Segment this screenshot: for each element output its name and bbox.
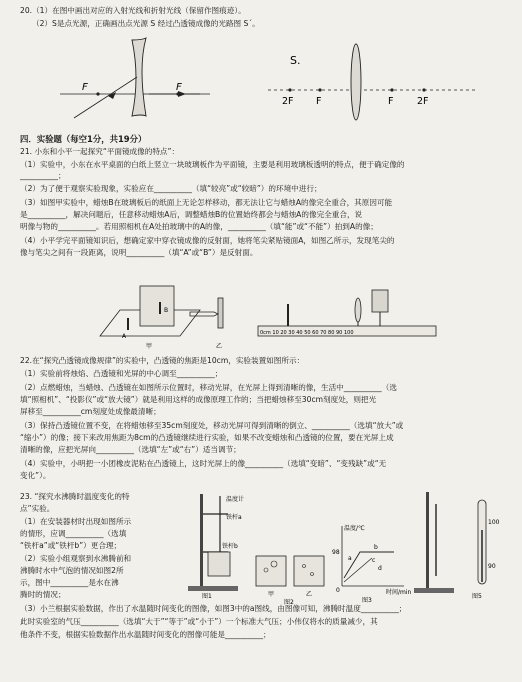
q21-p3b: 是__________，解决问题后，任意移动蜡烛A后，调整蜡烛B的位置始终都会与蜡烛A的像完全重合，说 bbox=[20, 210, 363, 219]
q22-p1: （1）实验前将烛焰、凸透镜和光屏的中心调至__________； bbox=[20, 369, 223, 378]
curve-b-label: b bbox=[374, 544, 378, 551]
q23-p3c: 他条件不变，根据实验数据作出水温随时间变化的图像可能是__________； bbox=[20, 630, 271, 639]
point-2f-left bbox=[288, 88, 291, 91]
graph-y-label: 温度/℃ bbox=[344, 525, 365, 532]
q22-p3a: （3）保持凸透镜位置不变，在将蜡烛移至35cm刻度处，移动光屏可得到清晰的倒立、__________（选填“放大”或 bbox=[20, 421, 404, 430]
fig2-label: 图2 bbox=[284, 599, 294, 606]
candle-b-label: B bbox=[164, 307, 169, 314]
focus-point-left bbox=[96, 92, 99, 95]
bench-lens bbox=[355, 298, 361, 322]
label-f-left: F bbox=[316, 96, 322, 107]
curve-c-label: c bbox=[372, 557, 376, 564]
q22-p4a: （4）实验中，小明把一小团橡皮泥粘在凸透镜上，这时光屏上的像__________（选填“变暗”、“变残缺”或“无 bbox=[20, 459, 387, 468]
q23-l4: 的情形，应调__________（选填 bbox=[20, 529, 127, 538]
stand-base bbox=[188, 586, 238, 591]
graph-98-label: 98 bbox=[332, 549, 340, 556]
fig5-label: 图5 bbox=[472, 593, 482, 600]
beaker-yi bbox=[294, 556, 324, 586]
mirror-edge bbox=[218, 298, 223, 328]
label-2f-right: 2F bbox=[417, 96, 429, 107]
q22-intro: 22.在“探究凸透镜成像规律”的实验中，凸透镜的焦距是10cm，实验装置如图所示： bbox=[20, 356, 305, 365]
q23-p3a: （3）小兰根据实验数据，作出了水温随时间变化的图像，如图3中的a图线，由图像可知，沸腾时温度__________； bbox=[20, 604, 407, 613]
stand-rod bbox=[200, 494, 203, 586]
beaker-jia bbox=[256, 556, 286, 586]
q23-l9: 腾时的情况； bbox=[20, 590, 66, 599]
q22-p2b: 填“照相机”、“投影仪”或“放大镜”）就是利用这样的成像原理工作的；当把蜡烛移至30cm刻度处，则把光 bbox=[20, 395, 377, 404]
q21-p3c: 明像与物的__________。若用照相机在A处拍玻璃中的A的像，__________（填“能”或“不能”）拍到A的像； bbox=[20, 222, 378, 231]
fig-jia-label: 甲 bbox=[146, 343, 153, 350]
q22-p3c: 清晰的像，应把光屏向__________（选填“左”或“右”）适当调节； bbox=[20, 445, 241, 454]
q23-l3: （1）在安装器材时出现如图所示 bbox=[20, 517, 132, 526]
fig2-yi-label: 乙 bbox=[306, 591, 313, 598]
section-title: 四．实验题（每空1分，共19分） bbox=[20, 134, 147, 144]
q23-l7: 沸腾时水中气泡的情况如图2所 bbox=[20, 566, 124, 575]
graph-origin-label: 0 bbox=[336, 587, 340, 594]
pen bbox=[190, 312, 218, 316]
q23-p3b: 此时实验室的气压__________（选填“大于”“等于”或“小于”）一个标准大气压；小伟仅将水的质量减少，其 bbox=[20, 617, 378, 626]
point-f-right bbox=[390, 88, 393, 91]
q20-line1: 20.（1）在图中画出对应的入射光线和折射光线（保留作图痕迹）。 bbox=[20, 6, 246, 15]
q23-l5: “铁杆a”或“铁杆b”）更合理； bbox=[20, 541, 122, 550]
focus-label-left: F bbox=[82, 82, 88, 93]
bar-a-label: 铁杆a bbox=[226, 514, 242, 521]
q21-figures bbox=[90, 268, 500, 350]
q23-figures bbox=[182, 486, 502, 606]
q22-p3b: “缩小”）的像；接下来改用焦距为8cm的凸透镜继续进行实验，如果不改变蜡烛和凸透镜的位置，要在光屏上成 bbox=[20, 433, 394, 442]
scale-90: 90 bbox=[488, 563, 496, 570]
concave-lens-diagram bbox=[60, 32, 210, 120]
q22-p2a: （2）点燃蜡烛，当蜡烛、凸透镜在如图所示位置时，移动光屏，在光屏上得到清晰的像，生活中__________（选 bbox=[20, 383, 397, 392]
q23-l6: （2）实验小组观察到水沸腾前和 bbox=[20, 554, 132, 563]
point-2f-right bbox=[422, 88, 425, 91]
bench-scale: 0cm 10 20 30 40 50 60 70 80 90 100 bbox=[260, 330, 354, 336]
q21-p4b: 像与笔尖之间有一段距离，说明__________（填“A”或“B”）是反射面。 bbox=[20, 248, 258, 257]
q23-l8: 示，图中__________是水在沸 bbox=[20, 578, 119, 587]
stand-base-2 bbox=[414, 588, 454, 593]
q21-p3a: （3）如图甲实验中，蜡烛B在玻璃板后的纸面上无论怎样移动，都无法让它与蜡烛A的像完全重合，其原因可能 bbox=[20, 198, 393, 207]
stand-rod-2 bbox=[426, 492, 429, 588]
convex-lens-diagram bbox=[268, 40, 478, 120]
beaker bbox=[208, 552, 230, 576]
q21-intro: 21. 小东和小平一起探究“平面镜成像的特点”： bbox=[20, 147, 180, 156]
convex-lens-shape bbox=[351, 44, 361, 120]
curve-d-label: d bbox=[378, 565, 382, 572]
fig2-jia-label: 甲 bbox=[268, 591, 275, 598]
scale-100: 100 bbox=[488, 519, 500, 526]
bar-b-label: 铁杆b bbox=[222, 543, 238, 550]
q21-p2: （2）为了便于观察实验现象，实验应在__________（填“较亮”或“较暗”）的环境中进行； bbox=[20, 184, 322, 193]
thermometer-label: 温度计 bbox=[226, 496, 245, 503]
label-f-right: F bbox=[388, 96, 394, 107]
focus-label-right: F bbox=[176, 82, 182, 93]
q21-p4a: （4）小平学完平面镜知识后，想确定家中穿衣镜成像的反射面，她将笔尖紧贴镜面A，如图乙所示，发现笔尖的 bbox=[20, 236, 395, 245]
fig-yi-label: 乙 bbox=[216, 343, 223, 350]
glass-plate bbox=[140, 286, 174, 326]
fig3-label: 图3 bbox=[362, 597, 372, 604]
mercury-column bbox=[481, 530, 483, 582]
q20-line2: （2）S是点光源，正确画出点光源 S 经过凸透镜成像的光路图 S´。 bbox=[32, 19, 260, 28]
label-2f-left: 2F bbox=[282, 96, 294, 107]
candle-a-label: A bbox=[122, 333, 127, 340]
fig1-label: 图1 bbox=[202, 593, 212, 600]
point-source-label: S. bbox=[290, 54, 301, 67]
concave-lens-shape bbox=[132, 38, 146, 116]
q23-l2: 点”实验。 bbox=[20, 504, 55, 513]
q21-p1b: __________； bbox=[20, 171, 66, 180]
q21-p1a: （1）实验中，小东在水平桌面的白纸上竖立一块玻璃板作为平面镜，主要是利用玻璃板透明的特点，便于确定像的 bbox=[20, 160, 405, 169]
point-f-left bbox=[318, 88, 321, 91]
q22-p4b: 变化”）。 bbox=[20, 471, 51, 480]
light-screen bbox=[372, 290, 388, 312]
q22-p2c: 屏移至__________cm刻度处成像最清晰； bbox=[20, 407, 161, 416]
curve-a-label: a bbox=[348, 555, 352, 562]
q23-l1: 23. “探究水沸腾时温度变化的特 bbox=[20, 492, 130, 501]
graph-x-label: 时间/min bbox=[386, 589, 412, 596]
